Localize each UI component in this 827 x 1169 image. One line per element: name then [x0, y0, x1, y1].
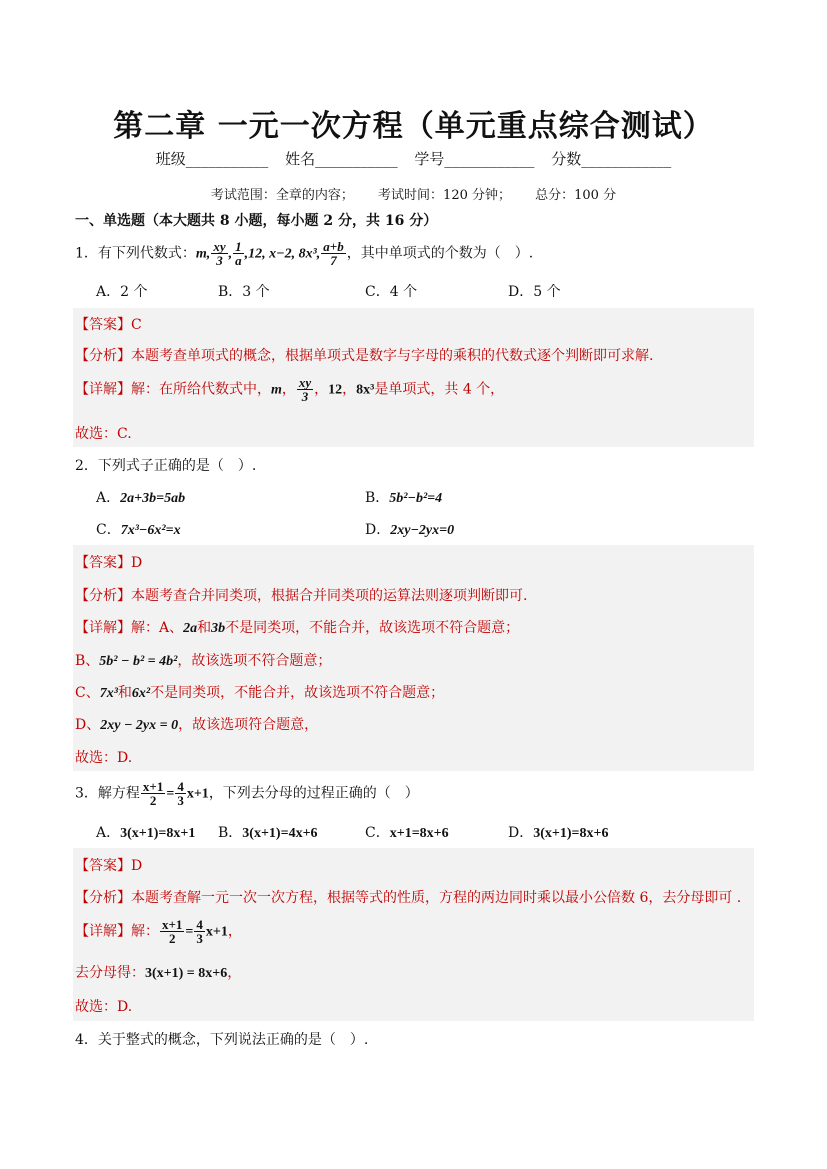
- exam-total: 总分：100 分: [535, 188, 617, 203]
- q2-detail-d-pre: D、: [75, 717, 101, 733]
- q1-fraction-1-a: [233, 240, 244, 267]
- q3-frac1-num: x+1: [142, 779, 164, 794]
- q3-detail-label: 【详解】解：: [75, 923, 159, 940]
- q1-frac1-den: 3: [216, 253, 223, 268]
- q2-option-a-label: A．: [96, 490, 121, 506]
- exam-time: 考试时间：120 分钟；: [378, 188, 511, 203]
- q3-detail-frac1-den: 2: [168, 931, 176, 946]
- q1-fraction-xy-3: [211, 240, 227, 267]
- q1-analysis: 【分析】本题考查单项式的概念，根据单项式是数字与字母的乘积的代数式逐个判断即可求解.: [75, 348, 654, 364]
- q2-detail-c-expr1: 7x³: [99, 686, 118, 701]
- q1-detail-sep: ，: [314, 381, 329, 398]
- q1-detail-end: 是单项式，共 4 个，: [374, 381, 505, 398]
- q2-detail-a-end: 不是同类项，不能合并，故该选项不符合题意；: [225, 620, 520, 636]
- q2-detail-c: [75, 682, 444, 702]
- q3-option-a-expr: 3(x+1)=8x+1: [120, 826, 196, 841]
- q3-frac2-num: 4: [177, 779, 184, 794]
- score-field: 分数____________: [551, 150, 672, 168]
- q3-option-a-label: A．: [96, 825, 121, 841]
- q1-detail: [75, 376, 504, 403]
- q3-option-d: [508, 822, 609, 842]
- q1-option-c: C．4 个: [365, 284, 418, 300]
- student-id-field: 学号____________: [414, 150, 535, 168]
- q3-option-b-expr: 3(x+1)=4x+6: [242, 826, 318, 841]
- q2-detail-c-mid: 和: [117, 685, 132, 701]
- q2-option-d-expr: 2xy−2yx=0: [390, 523, 455, 538]
- q1-detail-frac-num: xy: [298, 375, 312, 390]
- q3-detail-frac2-den: 3: [196, 931, 203, 946]
- q1-option-a: A．2 个: [96, 284, 148, 300]
- q3-frac2-den: 3: [177, 793, 184, 808]
- q2-detail-b-pre: B、: [75, 653, 100, 669]
- q2-detail-c-end: 不是同类项，不能合并，故该选项不符合题意；: [150, 685, 445, 701]
- q1-detail-frac-den: 3: [301, 389, 309, 404]
- q3-step-end: ，: [227, 965, 242, 981]
- q2-detail-b: [75, 650, 331, 670]
- q1-option-d: D．5 个: [508, 284, 561, 300]
- q3-detail-fraction-left: [160, 918, 184, 945]
- q1-detail-label: 【详解】解：在所给代数式中，: [75, 381, 271, 398]
- q2-answer: 【答案】D: [75, 555, 143, 571]
- q2-conclusion: 故选：D.: [75, 750, 133, 766]
- q3-option-a: [96, 822, 195, 842]
- q2-detail-b-expr: 5b² − b² = 4b²: [99, 654, 178, 669]
- q1-detail-fraction: [297, 376, 313, 403]
- q1-frac3-num: a+b: [323, 239, 344, 254]
- q1-conclusion: 故选：C.: [75, 426, 132, 442]
- question-1-suffix: ，其中单项式的个数为（ ）.: [346, 245, 534, 262]
- q3-option-c-expr: x+1=8x+6: [389, 826, 449, 841]
- q1-expr-comma: ,: [228, 246, 233, 262]
- student-info-line: [0, 148, 827, 169]
- q3-analysis: 【分析】本题考查解一元一次一次方程，根据等式的性质，方程的两边同时乘以最小公倍数 6，去分母即可 .: [75, 890, 742, 906]
- q1-detail-m: m: [271, 382, 282, 398]
- q1-detail-8x3: 8x³: [356, 382, 375, 398]
- q2-option-b-expr: 5b²−b²=4: [389, 491, 443, 506]
- q1-detail-12: 12: [328, 382, 343, 398]
- q2-analysis: 【分析】本题考查合并同类项，根据合并同类项的运算法则逐项判断即可.: [75, 588, 528, 604]
- q3-option-b: [218, 822, 318, 842]
- q3-detail-end: ，: [227, 923, 242, 940]
- q2-detail-a: [75, 617, 519, 637]
- q3-detail-frac1-num: x+1: [162, 917, 183, 932]
- exam-scope: 考试范围：全章的内容；: [210, 188, 354, 203]
- q2-detail-a-mid: 和: [197, 620, 212, 636]
- q2-detail-a-expr1: 2a: [183, 621, 198, 636]
- q1-frac2-den: a: [235, 253, 242, 268]
- q3-detail-fraction-right: [194, 918, 205, 945]
- q3-fraction-left: [141, 780, 165, 807]
- q3-expr-rest: x+1: [186, 786, 209, 802]
- q3-option-d-label: D．: [508, 825, 534, 841]
- q3-option-d-expr: 3(x+1)=8x+6: [533, 826, 609, 841]
- question-3-suffix: ，下列去分母的过程正确的（ ）: [208, 785, 419, 802]
- q1-fraction-a+b-7: [321, 240, 345, 267]
- q1-frac2-num: 1: [235, 239, 242, 254]
- q2-option-c-label: C．: [96, 522, 121, 538]
- q1-option-b: B．3 个: [218, 284, 270, 300]
- q2-option-a: [96, 487, 185, 507]
- q2-option-d-label: D．: [365, 522, 391, 538]
- question-4-stem: 4．关于整式的概念，下列说法正确的是（ ）.: [75, 1032, 369, 1048]
- question-1-stem: [75, 240, 533, 267]
- q3-option-c: [365, 822, 449, 842]
- question-2-stem: 2．下列式子正确的是（ ）.: [75, 458, 257, 474]
- q2-option-b-label: B．: [365, 490, 390, 506]
- q3-step: [75, 962, 241, 982]
- q1-frac3-den: 7: [330, 253, 337, 268]
- q2-detail-d-end: ，故该选项符合题意，: [178, 717, 319, 733]
- name-field: 姓名___________: [285, 150, 398, 168]
- q2-detail-a-pre: 【详解】解：A、: [75, 620, 184, 636]
- q3-answer: 【答案】D: [75, 858, 143, 874]
- section-heading: 一、单选题（本大题共 8 小题，每小题 2 分，共 16 分）: [75, 213, 438, 229]
- q3-step-expr: 3(x+1) = 8x+6: [145, 966, 228, 981]
- q3-detail-frac2-num: 4: [196, 917, 203, 932]
- class-field: 班级___________: [155, 150, 269, 168]
- q1-expr-mid: ,12, x−2, 8x³,: [244, 246, 321, 262]
- question-3-stem: [75, 780, 419, 807]
- q2-detail-c-expr2: 6x²: [131, 686, 151, 701]
- q3-frac1-den: 2: [149, 793, 157, 808]
- q3-fraction-right: [175, 780, 186, 807]
- q1-detail-sep: ，: [281, 381, 296, 398]
- q3-option-c-label: C．: [365, 825, 390, 841]
- q3-detail: [75, 918, 242, 945]
- page-title: 第二章 一元一次方程（单元重点综合测试）: [113, 109, 714, 144]
- exam-info-line: [0, 184, 827, 203]
- q3-equals: =: [166, 786, 175, 802]
- question-3-prefix: 3．解方程: [75, 785, 140, 802]
- q2-option-c: [96, 519, 181, 539]
- q2-option-d: [365, 519, 454, 539]
- q3-conclusion: 故选：D.: [75, 999, 133, 1015]
- question-1-prefix: 1．有下列代数式：: [75, 245, 196, 262]
- q2-detail-c-pre: C、: [75, 685, 100, 701]
- q2-option-b: [365, 487, 442, 507]
- q1-expr-m: m,: [195, 246, 211, 262]
- q3-detail-rest: x+1: [205, 924, 228, 940]
- q3-step-label: 去分母得：: [75, 965, 145, 981]
- q2-option-a-expr: 2a+3b=5ab: [120, 491, 186, 506]
- q1-detail-sep: ，: [342, 381, 357, 398]
- q2-detail-d: [75, 714, 318, 734]
- q3-detail-equals: =: [185, 924, 194, 940]
- q2-detail-b-end: ，故该选项不符合题意；: [177, 653, 332, 669]
- q2-detail-d-expr: 2xy − 2yx = 0: [100, 718, 179, 733]
- q1-frac1-num: xy: [213, 239, 226, 254]
- q1-answer: 【答案】C: [75, 317, 142, 333]
- q2-detail-a-expr2: 3b: [211, 621, 226, 636]
- q3-option-b-label: B．: [218, 825, 243, 841]
- q2-option-c-expr: 7x³−6x²=x: [120, 523, 181, 538]
